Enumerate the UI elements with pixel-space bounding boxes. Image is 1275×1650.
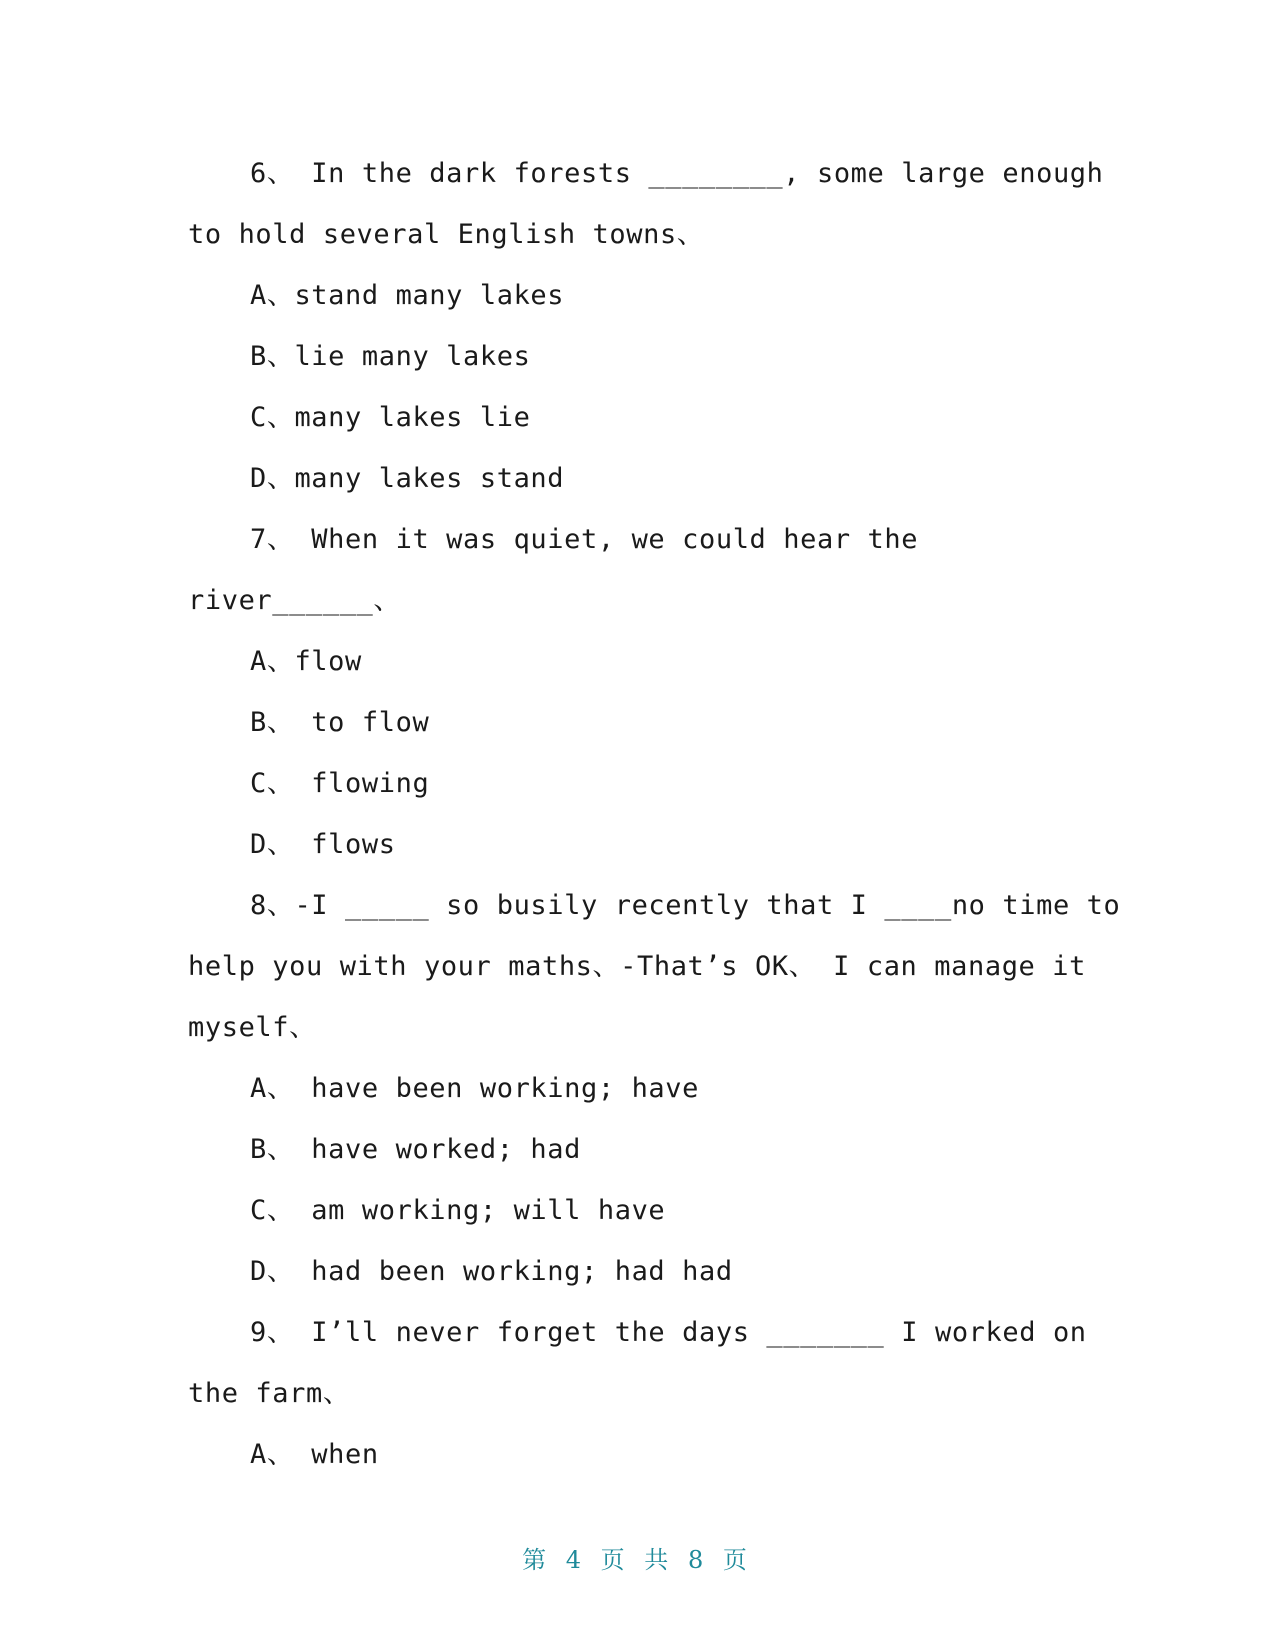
question-7-stem-line-1: 7、 When it was quiet, we could hear the: [250, 524, 919, 555]
question-9-stem-line-1: 9、 I’ll never forget the days _______ I worked on: [250, 1317, 1087, 1348]
question-8-stem-line-3: myself、: [188, 1012, 317, 1043]
question-7-option-a: A、flow: [250, 646, 362, 677]
question-8-option-d: D、 had been working; had had: [250, 1256, 733, 1287]
question-7-option-d: D、 flows: [250, 829, 396, 860]
question-6-option-b: B、lie many lakes: [250, 341, 531, 372]
question-6-option-c: C、many lakes lie: [250, 402, 531, 433]
question-6-option-d: D、many lakes stand: [250, 463, 565, 494]
question-7-stem-line-2: river______、: [188, 585, 402, 616]
question-6: [188, 143, 1104, 509]
question-8-stem-line-1: 8、-I _____ so busily recently that I ____no time to: [250, 890, 1121, 921]
question-6-stem-line-2: to hold several English towns、: [188, 219, 705, 250]
question-9-stem-line-2: the farm、: [188, 1378, 351, 1409]
question-9-option-a: A、 when: [250, 1439, 379, 1470]
question-8-stem-line-2: help you with your maths、-That’s OK、 I can manage it: [188, 951, 1086, 982]
question-9: [188, 1302, 1087, 1485]
page-content: [188, 143, 1121, 1485]
question-7: [188, 509, 1068, 875]
question-6-stem-line-1: 6、 In the dark forests ________, some large enough: [250, 158, 1104, 189]
question-8-option-b: B、 have worked; had: [250, 1134, 581, 1165]
question-8-option-c: C、 am working; will have: [250, 1195, 666, 1226]
question-7-option-c: C、 flowing: [250, 768, 430, 799]
question-6-option-a: A、stand many lakes: [250, 280, 565, 311]
question-7-option-b: B、 to flow: [250, 707, 430, 738]
page-number-footer: 第 4 页 共 8 页: [522, 1546, 753, 1574]
question-8-option-a: A、 have been working; have: [250, 1073, 699, 1104]
question-8: [188, 875, 1121, 1302]
